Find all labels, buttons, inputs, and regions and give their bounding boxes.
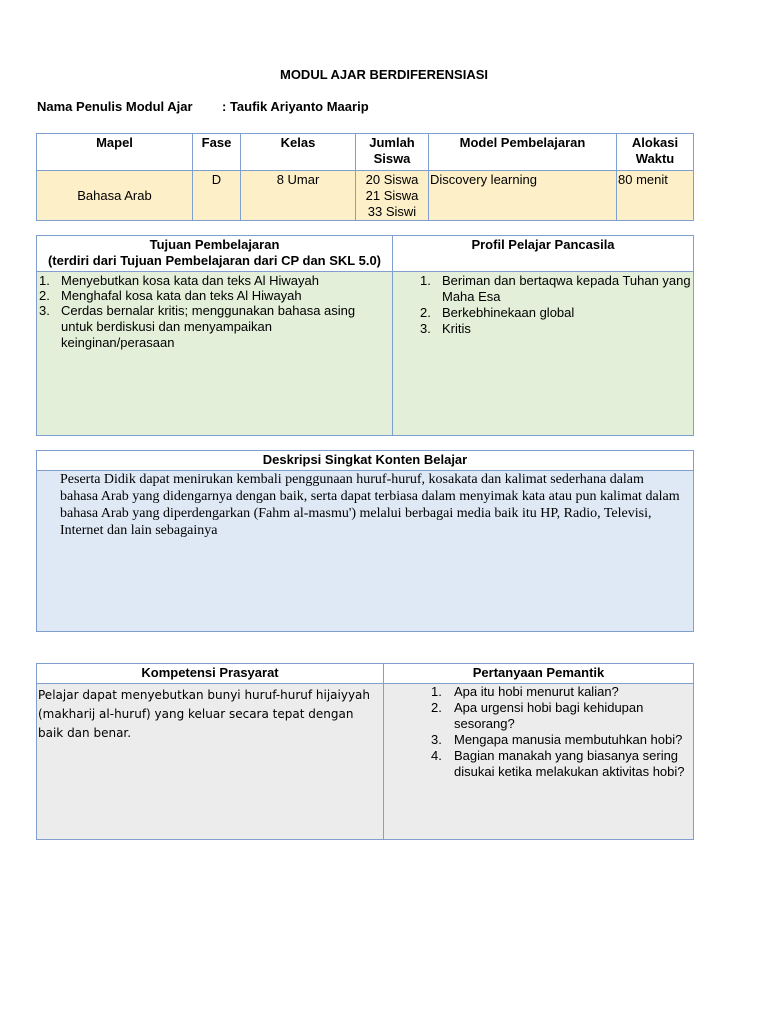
deskripsi-text: Peserta Didik dapat menirukan kembali penggunaan huruf-huruf, kosakata dan kalimat sederhana dalam bahasa Arab yang didengarnya dengan baik, serta dapat terbiasa dalam menyimak kata atau pun kalimat dalam bahasa Arab yang diperdengarkan (Fahm al-masmu') melalui berbagai media baik itu HP, Radio, Televisi, Internet dan lain sebagainya (37, 471, 694, 632)
header-model: Model Pembelajaran (429, 134, 617, 171)
jumlah-item: 21 Siswa (365, 188, 419, 203)
deskripsi-table (36, 450, 694, 632)
jumlah-item: 20 Siswa (365, 172, 419, 187)
module-info-table (36, 133, 694, 221)
header-profil: Profil Pelajar Pancasila (393, 236, 694, 272)
cell-mapel: Bahasa Arab (37, 171, 193, 221)
list-item-number: 2. (431, 700, 442, 715)
profil-list (420, 273, 691, 337)
cell-fase: D (193, 171, 241, 221)
pertanyaan-list-cell (384, 684, 694, 840)
profil-list-cell (393, 272, 694, 436)
list-item-text: Beriman dan bertaqwa kepada Tuhan yang Maha Esa (442, 273, 691, 304)
cell-jumlah (356, 171, 429, 221)
list-item-number: 4. (431, 748, 442, 763)
cell-alokasi: 80 menit (617, 171, 694, 221)
list-item (39, 303, 388, 351)
list-item-text: Mengapa manusia membutuhkan hobi? (454, 732, 683, 747)
list-item (420, 273, 691, 305)
list-item-number: 2. (420, 305, 431, 320)
header-jumlah-siswa (356, 134, 429, 171)
list-item-number: 1. (39, 273, 50, 288)
kompetensi-pertanyaan-table (36, 663, 694, 840)
list-item-text: Bagian manakah yang biasanya sering disukai ketika melakukan aktivitas hobi? (454, 748, 685, 779)
list-item-number: 3. (39, 303, 50, 318)
list-item (420, 321, 691, 337)
tujuan-profil-table (36, 235, 694, 436)
page-title: MODUL AJAR BERDIFERENSIASI (279, 67, 489, 82)
list-item (431, 684, 687, 700)
header-alokasi-waktu (617, 134, 694, 171)
header-kelas: Kelas (241, 134, 356, 171)
list-item-text: Menghafal kosa kata dan teks Al Hiwayah (61, 288, 302, 303)
header-fase: Fase (193, 134, 241, 171)
list-item-number: 3. (420, 321, 431, 336)
deskripsi-body-row (37, 471, 694, 632)
author-value: : Taufik Ariyanto Maarip (222, 99, 369, 114)
list-item (420, 305, 691, 321)
list-item-number: 2. (39, 288, 50, 303)
header-mapel: Mapel (37, 134, 193, 171)
jumlah-item: 33 Siswi (367, 204, 417, 219)
tujuan-profil-body-row (37, 272, 694, 436)
list-item-text: Menyebutkan kosa kata dan teks Al Hiwayah (61, 273, 319, 288)
list-item (431, 700, 687, 732)
header-deskripsi: Deskripsi Singkat Konten Belajar (37, 451, 694, 471)
list-item-text: Cerdas bernalar kritis; menggunakan bahasa asing untuk berdiskusi dan menyampaikan keinginan/perasaan (61, 303, 356, 350)
module-info-data-row (37, 171, 694, 221)
header-kompetensi: Kompetensi Prasyarat (37, 664, 384, 684)
list-item-text: Apa itu hobi menurut kalian? (454, 684, 619, 699)
tujuan-list (39, 273, 388, 351)
list-item (431, 732, 687, 748)
list-item-text: Berkebhinekaan global (442, 305, 575, 320)
list-item-text: Apa urgensi hobi bagi kehidupan sesorang? (454, 700, 644, 731)
cell-model: Discovery learning (429, 171, 617, 221)
header-alokasi-line2: Waktu (635, 151, 675, 166)
list-item-number: 3. (431, 732, 442, 747)
header-tujuan (37, 236, 393, 272)
header-pertanyaan: Pertanyaan Pemantik (384, 664, 694, 684)
author-line (37, 99, 369, 114)
tujuan-profil-header-row (37, 236, 694, 272)
list-item-text: Kritis (442, 321, 471, 336)
list-item (39, 288, 388, 303)
header-alokasi-line1: Alokasi (631, 135, 679, 150)
list-item-number: 1. (420, 273, 431, 288)
list-item (431, 748, 687, 780)
author-label: Nama Penulis Modul Ajar (37, 99, 193, 114)
kompetensi-text: Pelajar dapat menyebutkan bunyi huruf-huruf hijaiyyah (makharij al-huruf) yang keluar secara tepat dengan baik dan benar. (37, 684, 384, 840)
list-item (39, 273, 388, 288)
list-item-number: 1. (431, 684, 442, 699)
kompetensi-pertanyaan-body-row (37, 684, 694, 840)
header-jumlah-line1: Jumlah (369, 135, 415, 150)
header-tujuan-line2: (terdiri dari Tujuan Pembelajaran dari CP dan SKL 5.0) (47, 253, 382, 268)
pertanyaan-list (431, 684, 687, 780)
cell-kelas: 8 Umar (241, 171, 356, 221)
header-jumlah-line2: Siswa (373, 151, 411, 166)
deskripsi-header-row (37, 451, 694, 471)
header-tujuan-line1: Tujuan Pembelajaran (149, 237, 280, 252)
module-info-header-row (37, 134, 694, 171)
kompetensi-pertanyaan-header-row (37, 664, 694, 684)
tujuan-list-cell (37, 272, 393, 436)
